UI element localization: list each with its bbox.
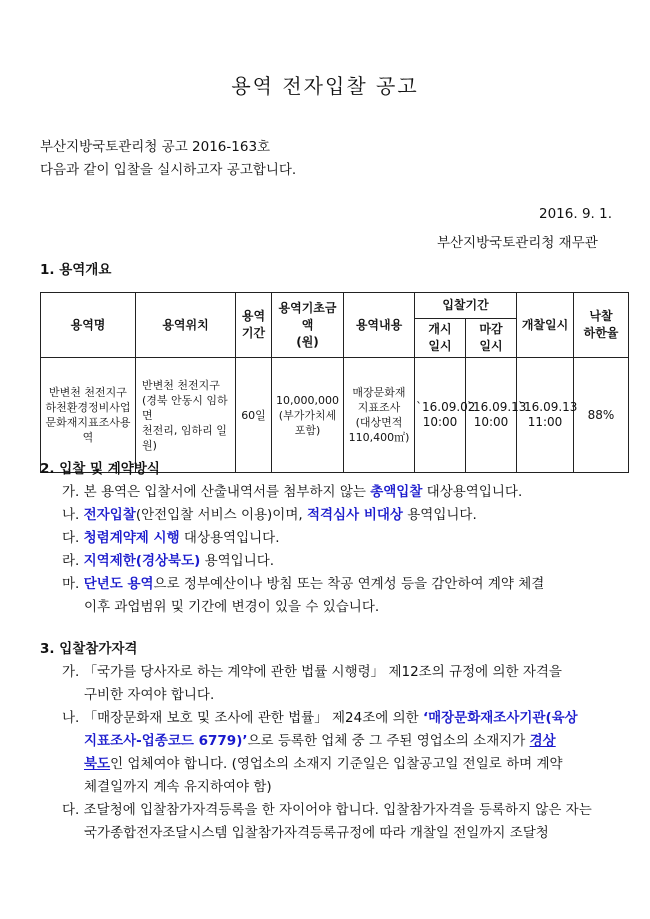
item-text: 대상용역입니다. [179, 530, 280, 546]
highlight-not-qualified: 적격심사 비대상 [306, 507, 403, 523]
item-mark: 다. [62, 530, 80, 546]
item-text: 「매장문화재 보호 및 조사에 관한 법률」 제24조에 의한 [83, 710, 423, 726]
cell-deadline: `16.09.13 10:00 [466, 358, 517, 473]
highlight-region: 경상 [529, 733, 556, 749]
item-mark: 나. [62, 710, 80, 726]
item-text: 본 용역은 입찰서에 산출내역서를 첨부하지 않는 [83, 484, 371, 500]
header-content: 용역내용 [344, 293, 415, 358]
header-lower-limit: 낙찰 하한율 [574, 293, 629, 358]
notice-number: 부산지방국토관리청 공고 2016-163호 [40, 139, 271, 155]
list-item [62, 526, 280, 546]
item-continuation: 국가종합전자조달시스템 입찰참가자격등록규정에 따라 개찰일 전일까지 조달청 [84, 825, 549, 841]
list-item [62, 660, 562, 680]
cell-content: 매장문화재 지표조사 (대상면적 110,400㎡) [344, 358, 415, 473]
cell-base-amount: 10,000,000 (부가가치세 포함) [272, 358, 344, 473]
list-item [62, 480, 522, 500]
section2-heading: 2. 입찰 및 계약방식 [40, 461, 160, 477]
item-text: 조달청에 입찰참가자격등록을 한 자이어야 합니다. 입찰참가자격을 등록하지 않은 자는 [83, 802, 592, 818]
intro-text: 다음과 같이 입찰을 실시하고자 공고합니다. [40, 162, 297, 178]
header-base-amount: 용역기초금액 (원) [272, 293, 344, 358]
item-text: 「국가를 당사자로 하는 계약에 관한 법률 시행령」 제12조의 규정에 의한 자격을 [83, 664, 562, 680]
highlight-lump-sum: 총액입찰 [370, 484, 423, 500]
cell-open-start: `16.09.02 10:00 [415, 358, 466, 473]
header-location: 용역위치 [136, 293, 236, 358]
item-text: 용역입니다. [402, 507, 477, 523]
service-overview-table [40, 292, 629, 473]
item-mark: 라. [62, 553, 80, 569]
item-mark: 가. [62, 484, 80, 500]
item-continuation [84, 752, 563, 772]
item-text: 대상용역입니다. [422, 484, 523, 500]
item-mark: 나. [62, 507, 80, 523]
header-opening: 개찰일시 [517, 293, 574, 358]
item-mark: 마. [62, 576, 80, 592]
highlight-region: 북도 [84, 756, 111, 772]
highlight-code: 지표조사-업종코드 6779)’ [84, 733, 248, 749]
cell-period: 60일 [236, 358, 272, 473]
item-continuation: 체결일까지 계속 유지하여야 함) [84, 779, 272, 795]
item-text: 으로 정부예산이나 방침 또는 착공 연계성 등을 감안하여 계약 체결 [153, 576, 545, 592]
item-continuation [84, 729, 556, 749]
header-bid-period: 입찰기간 [415, 293, 517, 319]
list-item [62, 706, 578, 726]
issuer: 부산지방국토관리청 재무관 [437, 235, 598, 251]
item-text: 인 업체여야 합니다. (영업소의 소재지 기준일은 입찰공고일 전일로 하며 계약 [110, 756, 563, 772]
list-item [62, 549, 274, 569]
document-title: 용역 전자입찰 공고 [231, 74, 419, 98]
cell-opening: `16.09.13 11:00 [517, 358, 574, 473]
item-text: 으로 등록한 업체 중 그 주된 영업소의 소재지가 [247, 733, 530, 749]
list-item [62, 798, 592, 818]
highlight-single-year: 단년도 용역 [83, 576, 154, 592]
list-item [62, 503, 477, 523]
list-item [62, 572, 544, 592]
item-text: 용역입니다. [200, 553, 275, 569]
cell-location: 반변천 천전지구 (경북 안동시 임하면 천전리, 임하리 일원) [136, 358, 236, 473]
cell-service-name: 반변천 천전지구 하천환경정비사업 문화재지표조사용역 [41, 358, 136, 473]
item-continuation: 구비한 자여야 합니다. [84, 687, 215, 703]
highlight-agency: ‘매장문화재조사기관(육상 [422, 710, 578, 726]
highlight-integrity: 청렴계약제 시행 [83, 530, 180, 546]
cell-lower-limit: 88% [574, 358, 629, 473]
highlight-region: 지역제한(경상북도) [83, 553, 201, 569]
item-text: (안전입찰 서비스 이용)이며, [135, 507, 307, 523]
item-mark: 다. [62, 802, 80, 818]
header-service-name: 용역명 [41, 293, 136, 358]
header-period: 용역 기간 [236, 293, 272, 358]
highlight-e-bid: 전자입찰 [83, 507, 136, 523]
section1-heading: 1. 용역개요 [40, 262, 112, 278]
item-continuation: 이후 과업범위 및 기간에 변경이 있을 수 있습니다. [84, 599, 380, 615]
header-deadline: 마감 일시 [466, 319, 517, 358]
header-open-start: 개시 일시 [415, 319, 466, 358]
table-row [41, 358, 629, 473]
item-mark: 가. [62, 664, 80, 680]
section3-heading: 3. 입찰참가자격 [40, 641, 138, 657]
notice-date: 2016. 9. 1. [539, 206, 612, 222]
